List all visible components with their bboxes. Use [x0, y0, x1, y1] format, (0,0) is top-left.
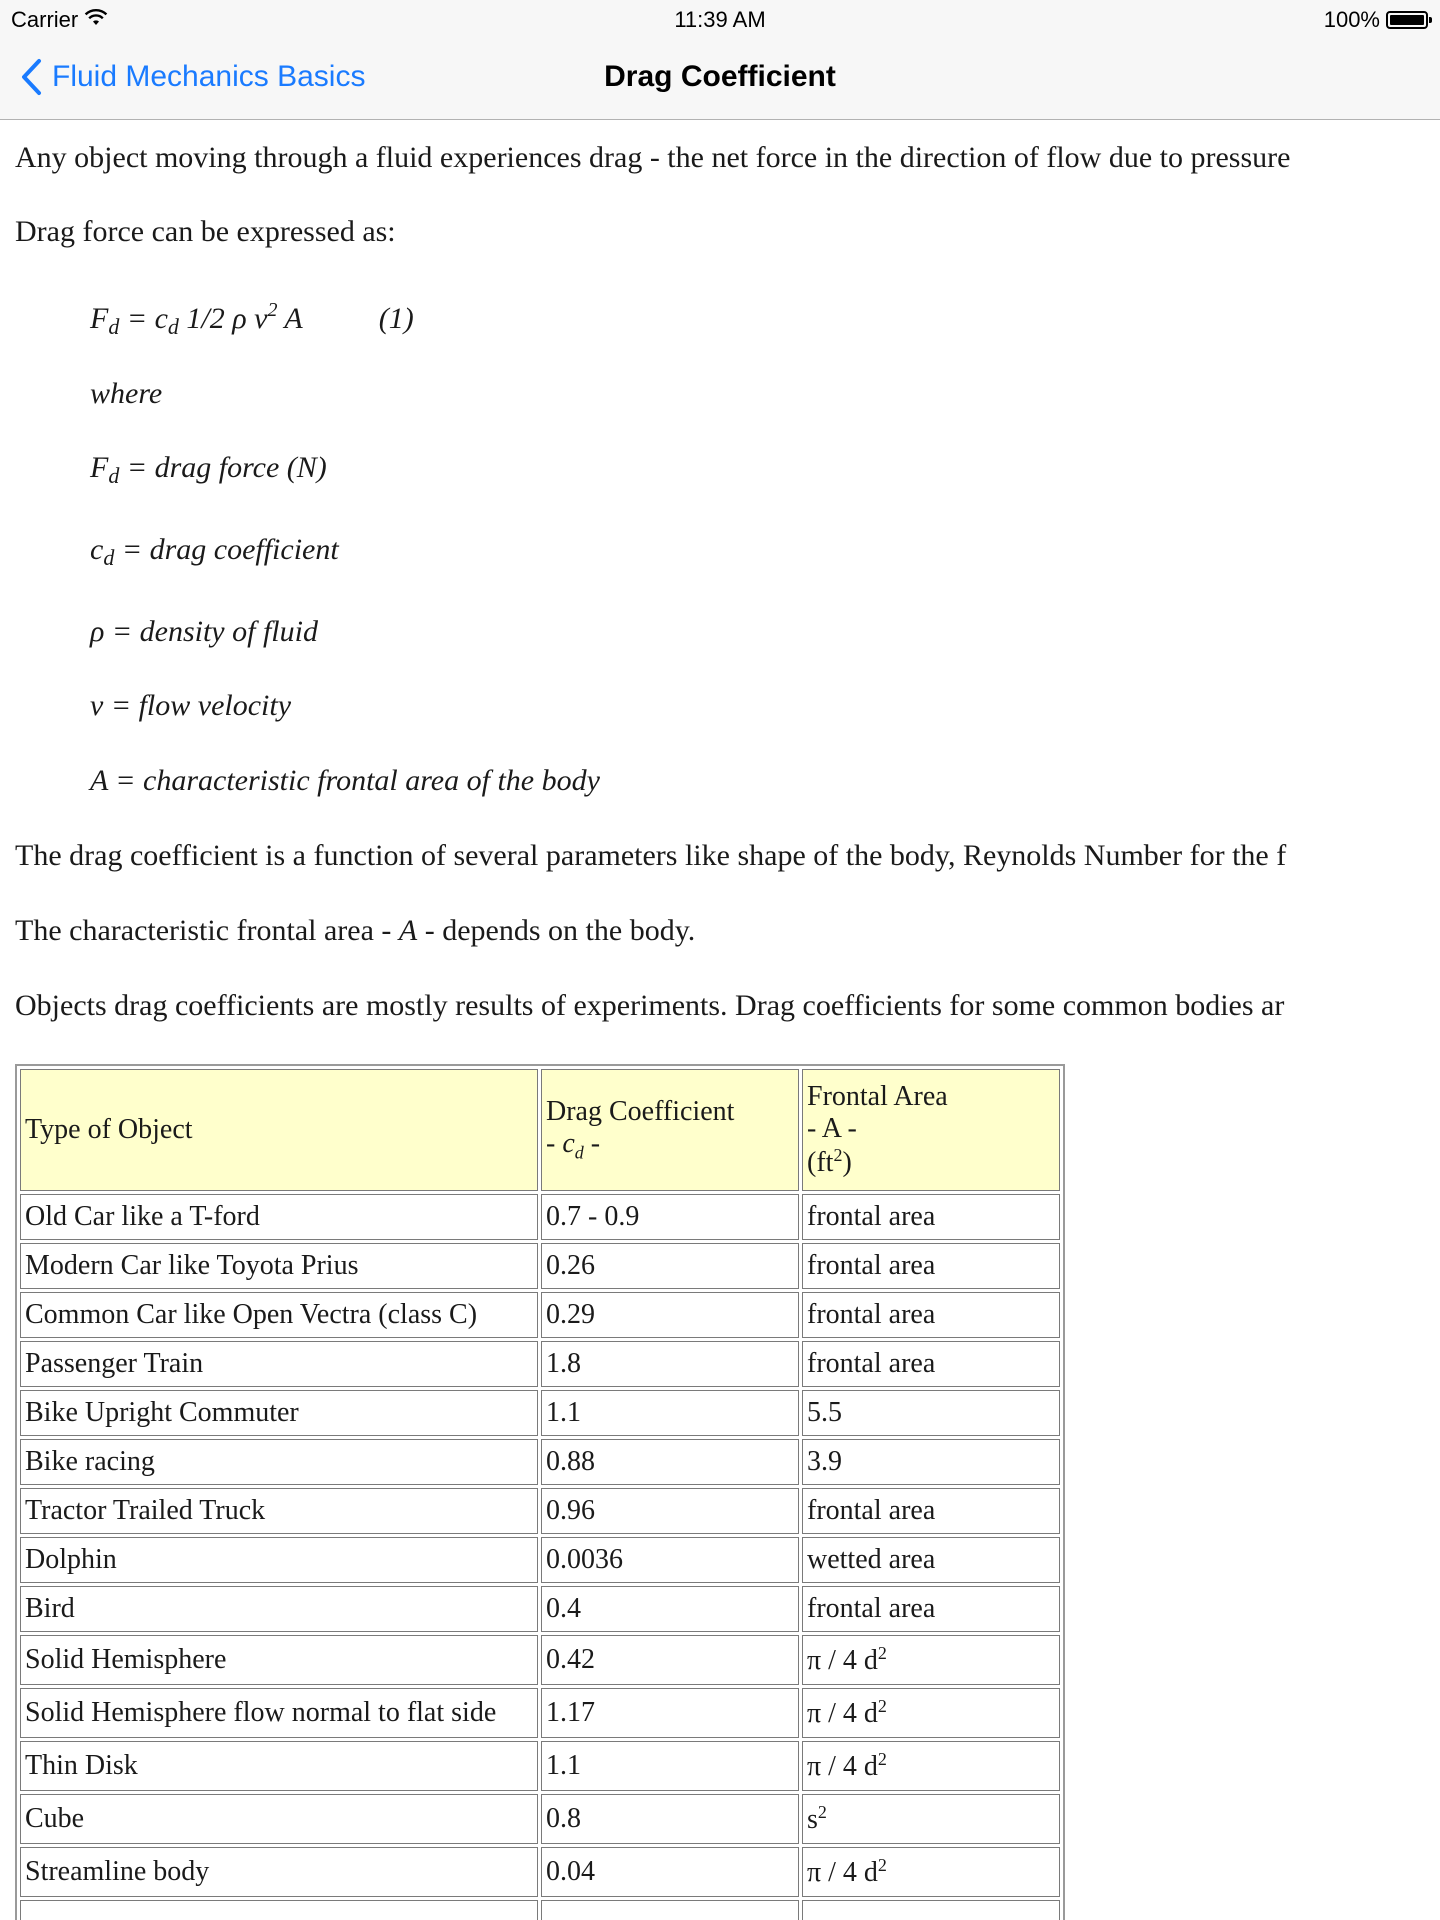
- cell-drag-coefficient: 0.88: [541, 1439, 799, 1485]
- cell-drag-coefficient: 1.1: [541, 1390, 799, 1436]
- def-text: = density of fluid: [104, 615, 318, 648]
- def-symbol: F: [90, 451, 109, 484]
- table-row: [20, 1900, 1060, 1920]
- cell-type: Bike racing: [20, 1439, 538, 1485]
- table-row: [20, 1243, 1060, 1289]
- cell-drag-coefficient: 0.04: [541, 1847, 799, 1897]
- cell-drag-coefficient: 1.8: [541, 1341, 799, 1387]
- table-row: [20, 1847, 1060, 1897]
- header-type: Type of Object: [20, 1069, 538, 1191]
- def-symbol: c: [90, 533, 104, 566]
- cell-area-sup: 2: [877, 1749, 887, 1769]
- header-area-line3: [807, 1145, 1055, 1179]
- table-row: [20, 1292, 1060, 1338]
- cell-type: Modern Car like Toyota Prius: [20, 1243, 538, 1289]
- cell-frontal-area: [802, 1390, 1060, 1436]
- cell-type: Bird: [20, 1586, 538, 1632]
- cell-type: [20, 1900, 538, 1920]
- table-row: [20, 1586, 1060, 1632]
- frontal-area-paragraph: [15, 913, 1440, 949]
- header-area-line2: - A -: [807, 1113, 857, 1144]
- table-row: [20, 1390, 1060, 1436]
- cell-area-sup: 2: [877, 1643, 887, 1663]
- eq-superscript: 2: [267, 299, 278, 321]
- cell-area-sup: 2: [817, 1802, 827, 1822]
- table-row: [20, 1794, 1060, 1844]
- table-row: [20, 1488, 1060, 1534]
- cell-frontal-area: [802, 1688, 1060, 1738]
- drag-force-intro: Drag force can be expressed as:: [15, 215, 396, 248]
- cell-drag-coefficient: 0.96: [541, 1488, 799, 1534]
- eq-mid: = c: [119, 302, 168, 335]
- cell-area-text: 3.9: [807, 1446, 842, 1477]
- header-cd-line1: Drag Coefficient: [546, 1096, 735, 1128]
- cell-type: Streamline body: [20, 1847, 538, 1897]
- status-bar: [0, 0, 1440, 40]
- cell-area-text: frontal area: [807, 1299, 936, 1330]
- cell-drag-coefficient: 1.1: [541, 1741, 799, 1791]
- battery-fill: [1390, 15, 1424, 25]
- eq-symbol-f: F: [90, 302, 109, 335]
- cell-area-text: π / 4 d: [807, 1645, 878, 1676]
- cell-type: Bike Upright Commuter: [20, 1390, 538, 1436]
- header-drag-coefficient: [541, 1069, 799, 1191]
- navigation-bar: [0, 40, 1440, 120]
- eq-subscript: d: [108, 314, 120, 339]
- cell-area-text: frontal area: [807, 1348, 936, 1379]
- def-text: = drag force (N): [119, 451, 327, 484]
- frontal-area-post: - depends on the body.: [417, 914, 696, 947]
- cell-drag-coefficient: [541, 1900, 799, 1920]
- article-content[interactable]: [0, 120, 1440, 1920]
- cell-type: Passenger Train: [20, 1341, 538, 1387]
- table-row: [20, 1688, 1060, 1738]
- cell-type: Solid Hemisphere flow normal to flat side: [20, 1688, 538, 1738]
- header-area-sup: 2: [833, 1145, 843, 1165]
- eq-end: A: [277, 302, 303, 335]
- frontal-area-pre: The characteristic frontal area -: [15, 914, 399, 947]
- definition-drag-coefficient: [90, 532, 339, 576]
- cell-frontal-area: [802, 1741, 1060, 1791]
- header-cd-post: -: [583, 1128, 601, 1160]
- cell-frontal-area: [802, 1635, 1060, 1685]
- function-paragraph: The drag coefficient is a function of several parameters like shape of the body, Reynolds Number for the f: [15, 839, 1287, 872]
- definition-velocity: [90, 688, 291, 724]
- cell-area-text: π / 4 d: [807, 1698, 878, 1729]
- cell-frontal-area: [802, 1488, 1060, 1534]
- cell-type: Thin Disk: [20, 1741, 538, 1791]
- table-body: [20, 1194, 1060, 1920]
- table-header-row: [20, 1069, 1060, 1191]
- cell-drag-coefficient: 1.17: [541, 1688, 799, 1738]
- table-row: [20, 1537, 1060, 1583]
- status-time: 11:39 AM: [674, 7, 766, 32]
- cell-frontal-area: [802, 1194, 1060, 1240]
- def-text: = flow velocity: [103, 689, 292, 722]
- experiments-paragraph: Objects drag coefficients are mostly results of experiments. Drag coefficients for some common bodies ar: [15, 989, 1285, 1022]
- cell-drag-coefficient: 0.29: [541, 1292, 799, 1338]
- table-row: [20, 1439, 1060, 1485]
- table-row: [20, 1194, 1060, 1240]
- cell-frontal-area: [802, 1341, 1060, 1387]
- cell-frontal-area: [802, 1292, 1060, 1338]
- cell-drag-coefficient: 0.26: [541, 1243, 799, 1289]
- cell-type: Old Car like a T-ford: [20, 1194, 538, 1240]
- cell-area-text: frontal area: [807, 1250, 936, 1281]
- cell-area-text: wetted area: [807, 1544, 936, 1575]
- def-symbol: A: [90, 764, 108, 797]
- header-area-line1: Frontal Area: [807, 1081, 948, 1112]
- cell-area-text: π / 4 d: [807, 1751, 878, 1782]
- def-subscript: d: [103, 545, 115, 570]
- header-frontal-area: [802, 1069, 1060, 1191]
- table-row: [20, 1741, 1060, 1791]
- def-symbol: v: [90, 689, 104, 722]
- battery-icon: [1386, 11, 1428, 29]
- eq-subscript-2: d: [167, 314, 179, 339]
- cell-area-text: frontal area: [807, 1593, 936, 1624]
- def-symbol: ρ: [90, 615, 105, 648]
- back-button-label: Fluid Mechanics Basics: [52, 60, 366, 93]
- cell-drag-coefficient: 0.8: [541, 1794, 799, 1844]
- definition-area: [90, 763, 600, 799]
- def-text: = characteristic frontal area of the body: [107, 764, 600, 797]
- cell-frontal-area: [802, 1900, 1060, 1920]
- definition-density: [90, 614, 318, 650]
- header-area-pre: (ft: [807, 1147, 834, 1178]
- table-row: [20, 1341, 1060, 1387]
- header-cd-symbol: c: [562, 1128, 575, 1160]
- cell-frontal-area: [802, 1794, 1060, 1844]
- cell-area-text: 5.5: [807, 1397, 842, 1428]
- header-cd-line2: [546, 1128, 794, 1164]
- cell-drag-coefficient: 0.4: [541, 1586, 799, 1632]
- cell-frontal-area: [802, 1537, 1060, 1583]
- cell-type: Tractor Trailed Truck: [20, 1488, 538, 1534]
- drag-equation: [90, 292, 414, 345]
- header-area-post: ): [842, 1147, 852, 1178]
- cell-type: Common Car like Open Vectra (class C): [20, 1292, 538, 1338]
- cell-type: Cube: [20, 1794, 538, 1844]
- where-label: where: [90, 377, 163, 410]
- definition-drag-force: [90, 450, 327, 494]
- equation-number: (1): [378, 302, 414, 335]
- cell-area-sup: 2: [877, 1855, 887, 1875]
- cell-frontal-area: [802, 1243, 1060, 1289]
- carrier-label: Carrier: [11, 7, 79, 32]
- intro-paragraph: Any object moving through a fluid experiences drag - the net force in the direction of flow due to pressure: [15, 141, 1291, 174]
- cell-frontal-area: [802, 1586, 1060, 1632]
- cell-area-text: frontal area: [807, 1495, 936, 1526]
- battery-percent: 100%: [1323, 7, 1380, 32]
- cell-drag-coefficient: 0.42: [541, 1635, 799, 1685]
- header-cd-subscript: d: [574, 1142, 584, 1163]
- page-title: Drag Coefficient: [604, 60, 836, 93]
- frontal-area-symbol: A: [398, 914, 418, 947]
- cell-frontal-area: [802, 1439, 1060, 1485]
- cell-type: Dolphin: [20, 1537, 538, 1583]
- cell-area-sup: 2: [877, 1696, 887, 1716]
- cell-drag-coefficient: 0.7 - 0.9: [541, 1194, 799, 1240]
- cell-area-text: s: [807, 1804, 818, 1835]
- cell-area-text: π / 4 d: [807, 1857, 878, 1888]
- cell-frontal-area: [802, 1847, 1060, 1897]
- status-right: [1324, 7, 1428, 33]
- cell-drag-coefficient: 0.0036: [541, 1537, 799, 1583]
- header-cd-pre: -: [546, 1128, 563, 1160]
- def-subscript: d: [108, 463, 120, 488]
- cell-area-text: frontal area: [807, 1201, 936, 1232]
- cell-type: Solid Hemisphere: [20, 1635, 538, 1685]
- def-text: = drag coefficient: [114, 533, 339, 566]
- drag-coefficient-table: [15, 1064, 1065, 1920]
- eq-rest: 1/2 ρ v: [178, 302, 268, 335]
- table-row: [20, 1635, 1060, 1685]
